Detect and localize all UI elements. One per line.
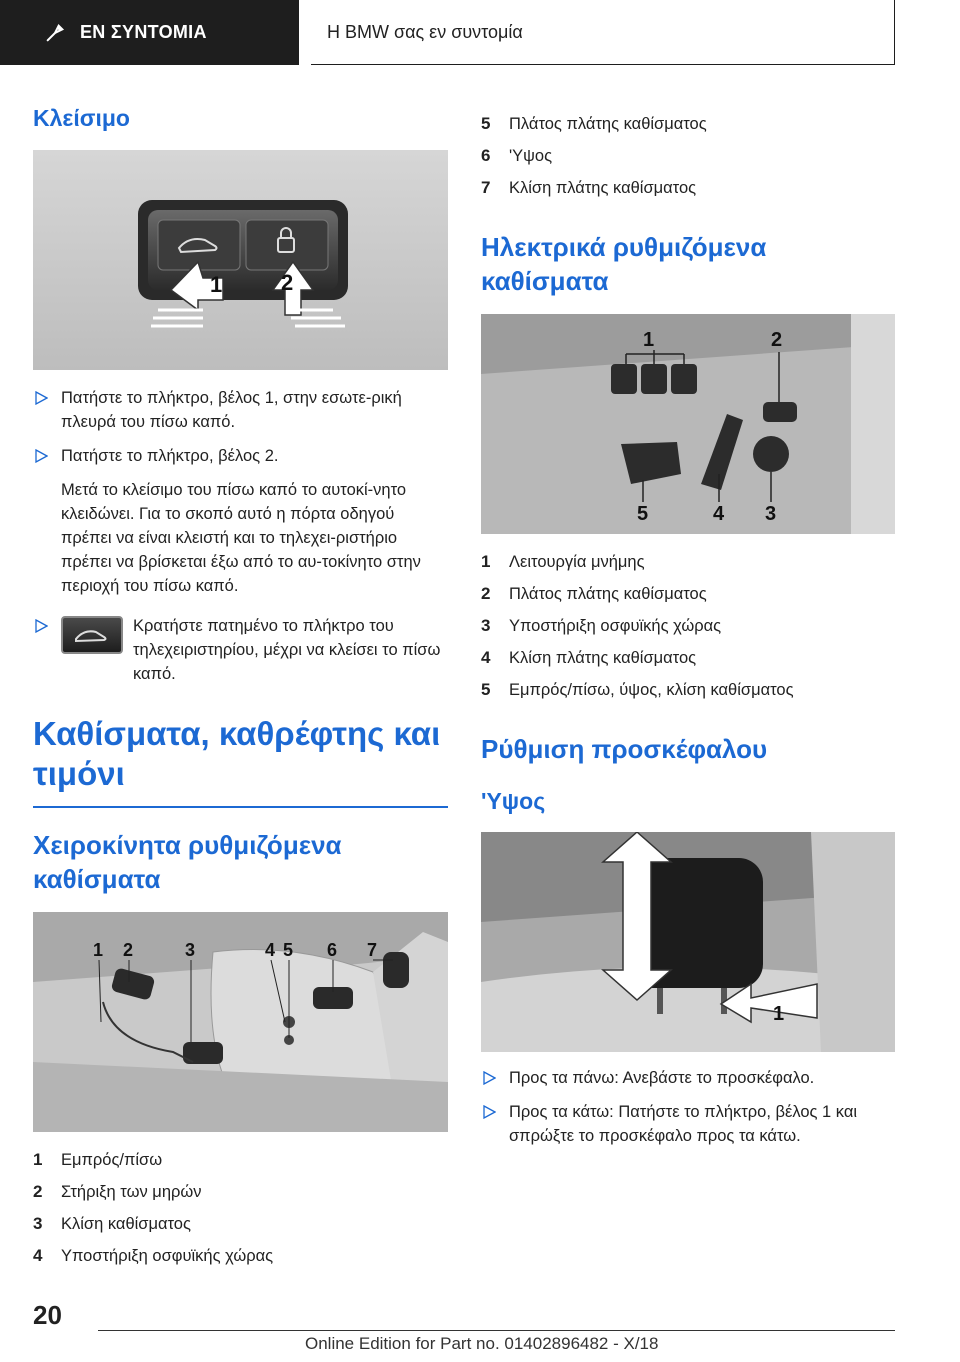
step-arrow-icon <box>482 1071 496 1085</box>
list-item: 7 Κλίση πλάτης καθίσματος <box>481 178 697 197</box>
manual-seat-legend <box>33 1144 448 1272</box>
electric-seat-illustration <box>481 314 895 534</box>
trunk-buttons-photo <box>33 150 448 370</box>
figure-label-5: 5 <box>283 940 294 960</box>
chapter-title: Η BMW σας εν συντομία <box>327 21 523 42</box>
list-item: 4 Υποστήριξη οσφυϊκής χώρας <box>33 1246 274 1265</box>
electric-seat-photo <box>481 314 895 534</box>
figure-label-7: 7 <box>367 940 378 960</box>
figure-label-2: 2 <box>771 329 783 351</box>
figure-label-2: 2 <box>281 270 294 295</box>
section-label: ΕΝ ΣΥΝΤΟΜΙΑ <box>80 22 207 42</box>
electric-seat-legend <box>481 546 895 706</box>
list-item: 1 Λειτουργία μνήμης <box>481 552 645 571</box>
section-divider <box>33 806 448 808</box>
right-column <box>481 108 895 1148</box>
manual-seat-legend-continued <box>481 108 895 204</box>
list-item: 2 Πλάτος πλάτης καθίσματος <box>481 584 707 603</box>
list-item: 3 Κλίση καθίσματος <box>33 1214 191 1233</box>
closing-heading: Κλείσιμο <box>33 105 130 131</box>
section-tab[interactable] <box>0 0 299 65</box>
list-item: 4 Κλίση πλάτης καθίσματος <box>481 648 697 667</box>
closing-step-2: Πατήστε το πλήκτρο, βέλος 2. <box>33 444 448 468</box>
headrest-step-down: Προς τα κάτω: Πατήστε το πλήκτρο, βέλος 1 και σπρώξτε το προσκέφαλο προς τα κάτω. <box>481 1100 895 1148</box>
headrest-subheading: 'Υψος <box>481 788 546 814</box>
headrest-photo <box>481 832 895 1052</box>
figure-label-6: 6 <box>327 940 338 960</box>
list-item: 5 Εμπρός/πίσω, ύψος, κλίση καθίσματος <box>481 680 794 699</box>
chapter-title-bar <box>311 0 895 65</box>
manual-seats-heading: Χειροκίνητα ρυθμιζόμενα καθίσματα <box>33 830 342 894</box>
figure-label-5: 5 <box>637 503 649 525</box>
figure-label-1: 1 <box>643 329 655 351</box>
electric-seats-heading: Ηλεκτρικά ρυθμιζόμενα καθίσματα <box>481 232 767 296</box>
figure-label-4: 4 <box>265 940 276 960</box>
step-arrow-icon <box>34 449 48 463</box>
figure-label-1: 1 <box>773 1003 785 1025</box>
closing-step-1: Πατήστε το πλήκτρο, βέλος 1, στην εσωτε-ρική πλευρά του πίσω καπό. <box>33 386 448 434</box>
list-item: 6 'Υψος <box>481 146 553 165</box>
seats-section-heading: Καθίσματα, καθρέφτης και τιμόνι <box>33 715 441 792</box>
left-column <box>33 100 448 1272</box>
manual-seat-photo <box>33 912 448 1132</box>
figure-label-1: 1 <box>210 272 223 297</box>
quick-guide-icon <box>44 22 66 44</box>
edition-footer: Online Edition for Part no. 01402896482 - X/18 <box>305 1334 659 1353</box>
figure-label-3: 3 <box>765 503 777 525</box>
step-arrow-icon <box>34 619 48 633</box>
headrest-illustration <box>481 832 895 1052</box>
footer-divider <box>98 1330 895 1331</box>
trunk-buttons-illustration <box>33 150 448 370</box>
headrest-heading: Ρύθμιση προσκέφαλου <box>481 734 768 764</box>
headrest-step-up: Προς τα πάνω: Ανεβάστε το προσκέφαλο. <box>481 1066 895 1090</box>
figure-label-4: 4 <box>713 503 725 525</box>
step-arrow-icon <box>482 1105 496 1119</box>
closing-note: Μετά το κλείσιμο του πίσω καπό το αυτοκί-νητο κλειδώνει. Για το σκοπό αυτό η πόρτα οδηγού πρέπει να είναι κλειστή και το τηλεχει-ριστήριο πρέπει να βρίσκεται έξω από το αυ-τοκίνητο στην περιοχή του πίσω καπό. <box>61 481 421 595</box>
figure-label-2: 2 <box>123 940 134 960</box>
list-item: 2 Στήριξη των μηρών <box>33 1182 202 1201</box>
step-arrow-icon <box>34 391 48 405</box>
manual-seat-illustration <box>33 912 448 1132</box>
figure-label-3: 3 <box>185 940 196 960</box>
figure-label-1: 1 <box>93 940 104 960</box>
page-number: 20 <box>33 1300 62 1330</box>
closing-remote-step: Κρατήστε πατημένο το πλήκτρο του τηλεχειριστηρίου, μέχρι να κλείσει το πίσω καπό. <box>33 614 448 686</box>
list-item: 5 Πλάτος πλάτης καθίσματος <box>481 114 707 133</box>
list-item: 1 Εμπρός/πίσω <box>33 1150 163 1169</box>
remote-trunk-key-icon <box>61 616 123 654</box>
list-item: 3 Υποστήριξη οσφυϊκής χώρας <box>481 616 722 635</box>
